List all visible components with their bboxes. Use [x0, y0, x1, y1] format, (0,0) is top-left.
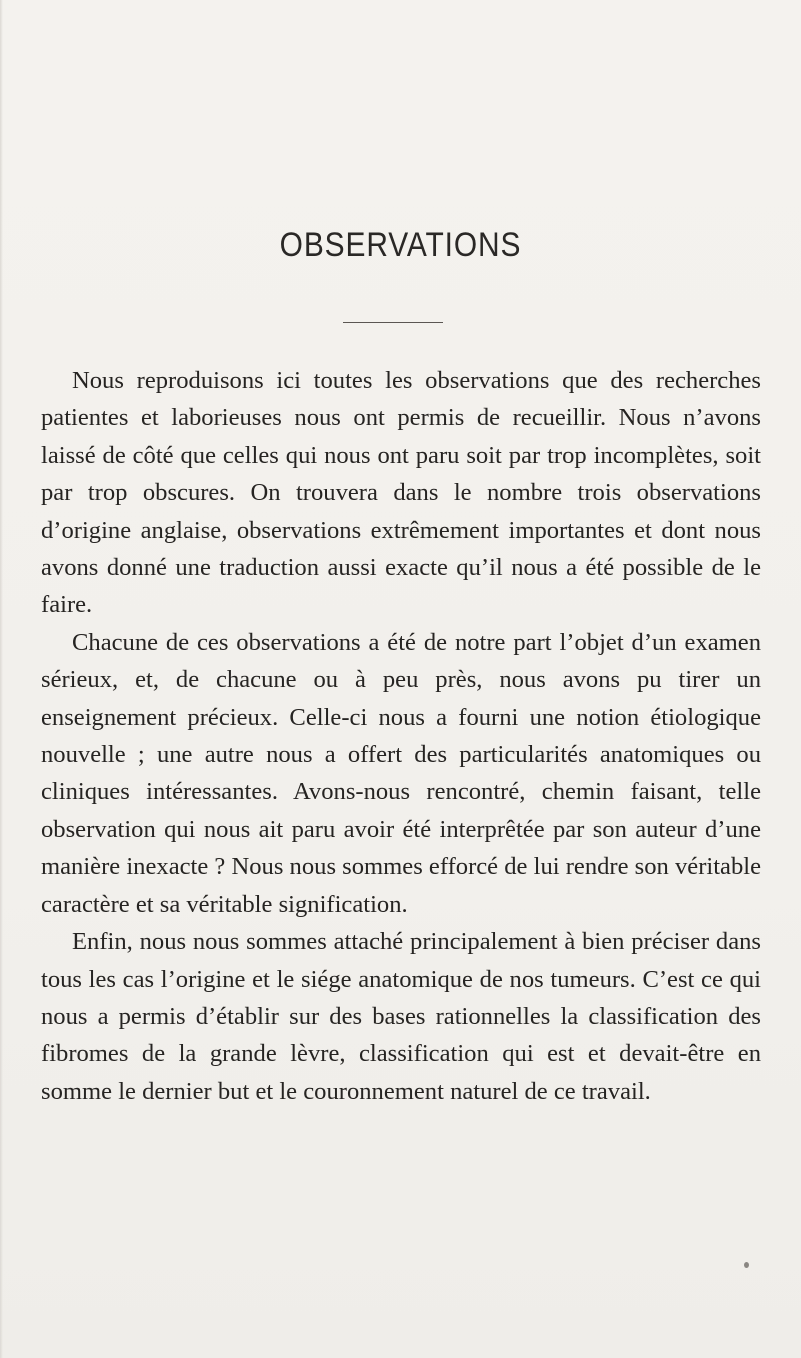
ink-speck — [744, 1262, 749, 1268]
page-edge-shadow — [0, 0, 3, 1358]
body-text — [41, 362, 761, 1110]
title-rule-divider — [343, 322, 443, 323]
paragraph-3: Enfin, nous nous sommes attaché principalement à bien préciser dans tous les cas l’origine et le siége anatomique de nos tumeurs. C’est ce qui nous a permis d’établir sur des bases rationnelles la classification des fibromes de la grande lèvre, classification qui est et devait-être en somme le dernier but et le couronnement naturel de ce travail. — [41, 928, 761, 1105]
page-title: OBSERVATIONS — [279, 226, 522, 264]
paragraph-2: Chacune de ces observations a été de notre part l’objet d’un examen sérieux, et, de chacune ou à peu près, nous avons pu tirer un enseignement précieux. Celle-ci nous a fourni une notion étiologique nouvelle ; une autre nous a offert des particularités anatomiques ou cliniques intéressantes. Avons-nous rencontré, chemin faisant, telle observation qui nous ait paru avoir été interprêtée par son auteur d’une manière inexacte ? Nous nous sommes efforcé de lui rendre son véritable caractère et sa véritable signification. — [41, 628, 762, 918]
paragraph-1: Nous reproduisons ici toutes les observations que des recherches patientes et laborieuses nous ont permis de recueillir. Nous n’avons laissé de côté que celles qui nous ont paru soit par trop incomplètes, soit par trop obscures. On trouvera dans le nombre trois observations d’origine anglaise, observations extrêmement importantes et dont nous avons donné une traduction aussi exacte qu’il nous a été possible de le faire. — [41, 367, 761, 619]
